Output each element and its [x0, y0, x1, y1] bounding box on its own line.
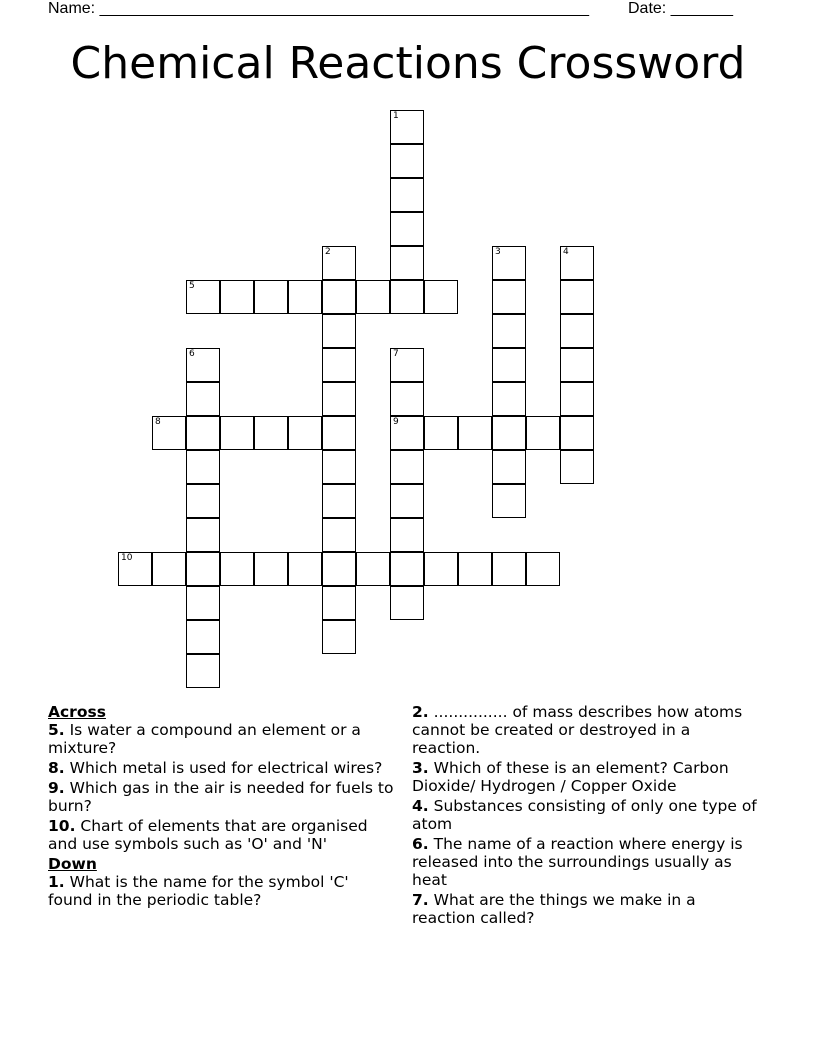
crossword-cell[interactable] — [390, 348, 424, 382]
clue-item — [412, 891, 762, 927]
crossword-cell[interactable] — [458, 552, 492, 586]
clues-left-column — [48, 703, 398, 911]
clue-number-label: 4 — [563, 247, 569, 257]
clue-number-label: 3 — [495, 247, 501, 257]
clue-number: 4. — [412, 797, 429, 815]
name-field-label: Name: _______________________________________________________ — [48, 0, 589, 17]
crossword-cell[interactable] — [560, 382, 594, 416]
clue-number: 6. — [412, 835, 429, 853]
crossword-cell[interactable] — [424, 552, 458, 586]
crossword-cell[interactable] — [390, 484, 424, 518]
crossword-cell[interactable] — [186, 416, 220, 450]
crossword-cell[interactable] — [492, 416, 526, 450]
crossword-cell[interactable] — [322, 280, 356, 314]
crossword-cell[interactable] — [186, 586, 220, 620]
crossword-cell[interactable] — [186, 382, 220, 416]
clues-right-column — [412, 703, 762, 929]
clue-item — [48, 779, 398, 815]
crossword-cell[interactable] — [322, 620, 356, 654]
clue-item — [412, 703, 762, 757]
crossword-cell[interactable] — [526, 416, 560, 450]
crossword-cell[interactable] — [560, 416, 594, 450]
crossword-cell[interactable] — [492, 348, 526, 382]
clue-number-label: 10 — [121, 553, 133, 563]
crossword-cell[interactable] — [322, 586, 356, 620]
clue-item — [48, 759, 398, 777]
crossword-cell[interactable] — [322, 314, 356, 348]
crossword-cell[interactable] — [288, 416, 322, 450]
crossword-cell[interactable] — [254, 280, 288, 314]
clue-text: What is the name for the symbol 'C' found in the periodic table? — [48, 873, 349, 909]
crossword-cell[interactable] — [458, 416, 492, 450]
page-title: Chemical Reactions Crossword — [70, 38, 746, 89]
crossword-cell[interactable] — [492, 382, 526, 416]
crossword-cell[interactable] — [492, 280, 526, 314]
clue-text: Chart of elements that are organised and use symbols such as 'O' and 'N' — [48, 817, 368, 853]
crossword-cell[interactable] — [322, 552, 356, 586]
crossword-cell[interactable] — [254, 552, 288, 586]
crossword-cell[interactable] — [322, 382, 356, 416]
crossword-cell[interactable] — [220, 552, 254, 586]
crossword-cell[interactable] — [492, 314, 526, 348]
crossword-cell[interactable] — [186, 484, 220, 518]
crossword-cell[interactable] — [390, 280, 424, 314]
clue-number-label: 9 — [393, 417, 399, 427]
clue-item — [48, 873, 398, 909]
crossword-cell[interactable] — [390, 382, 424, 416]
clue-number-label: 1 — [393, 111, 399, 121]
crossword-cell[interactable] — [288, 280, 322, 314]
crossword-cell[interactable] — [356, 280, 390, 314]
crossword-cell[interactable] — [560, 450, 594, 484]
clue-text: Which of these is an element? Carbon Dioxide/ Hydrogen / Copper Oxide — [412, 759, 729, 795]
crossword-cell[interactable] — [390, 586, 424, 620]
crossword-cell[interactable] — [322, 416, 356, 450]
clue-text: What are the things we make in a reaction called? — [412, 891, 696, 927]
clue-number: 1. — [48, 873, 65, 891]
clue-item — [412, 759, 762, 795]
across-clue-list — [48, 721, 398, 853]
down-clue-list — [48, 873, 398, 909]
crossword-cell[interactable] — [186, 620, 220, 654]
clue-text: The name of a reaction where energy is released into the surroundings usually as heat — [412, 835, 743, 889]
clue-text: Substances consisting of only one type of atom — [412, 797, 757, 833]
crossword-cell[interactable] — [322, 484, 356, 518]
crossword-cell[interactable] — [424, 280, 458, 314]
down-heading: Down — [48, 855, 97, 873]
crossword-cell[interactable] — [322, 348, 356, 382]
crossword-cell[interactable] — [254, 416, 288, 450]
crossword-cell[interactable] — [186, 348, 220, 382]
clue-number-label: 5 — [189, 281, 195, 291]
clue-number: 7. — [412, 891, 429, 909]
crossword-cell[interactable] — [492, 450, 526, 484]
clue-number: 2. — [412, 703, 429, 721]
crossword-cell[interactable] — [560, 314, 594, 348]
clue-text: Which gas in the air is needed for fuels to burn? — [48, 779, 394, 815]
crossword-cell[interactable] — [560, 246, 594, 280]
crossword-cell[interactable] — [560, 280, 594, 314]
down-clue-list-continued — [412, 703, 762, 927]
crossword-cell[interactable] — [322, 450, 356, 484]
crossword-cell[interactable] — [390, 450, 424, 484]
crossword-cell[interactable] — [390, 246, 424, 280]
clue-number: 8. — [48, 759, 65, 777]
crossword-cell[interactable] — [288, 552, 322, 586]
clue-number-label: 8 — [155, 417, 161, 427]
crossword-cell[interactable] — [390, 144, 424, 178]
crossword-cell[interactable] — [492, 246, 526, 280]
clue-item — [48, 721, 398, 757]
crossword-cell[interactable] — [492, 484, 526, 518]
clue-item — [48, 817, 398, 853]
clue-text: Which metal is used for electrical wires? — [64, 759, 383, 777]
across-heading: Across — [48, 703, 106, 721]
crossword-cell[interactable] — [560, 348, 594, 382]
crossword-cell[interactable] — [390, 212, 424, 246]
crossword-cell[interactable] — [492, 552, 526, 586]
clue-number-label: 7 — [393, 349, 399, 359]
crossword-cell[interactable] — [424, 416, 458, 450]
crossword-cell[interactable] — [220, 280, 254, 314]
crossword-cell[interactable] — [118, 552, 152, 586]
clue-number: 3. — [412, 759, 429, 777]
clue-number: 9. — [48, 779, 65, 797]
crossword-cell[interactable] — [356, 552, 390, 586]
crossword-cell[interactable] — [186, 654, 220, 688]
crossword-cell[interactable] — [390, 178, 424, 212]
clue-number: 5. — [48, 721, 65, 739]
clue-item — [412, 835, 762, 889]
clue-item — [412, 797, 762, 833]
clue-number-label: 6 — [189, 349, 195, 359]
crossword-cell[interactable] — [220, 416, 254, 450]
date-field-label: Date: _______ — [628, 0, 733, 17]
crossword-cell[interactable] — [322, 518, 356, 552]
crossword-cell[interactable] — [322, 246, 356, 280]
crossword-cell[interactable] — [186, 518, 220, 552]
crossword-cell[interactable] — [390, 416, 424, 450]
crossword-cell[interactable] — [186, 280, 220, 314]
crossword-cell[interactable] — [186, 552, 220, 586]
crossword-cell[interactable] — [152, 416, 186, 450]
crossword-cell[interactable] — [152, 552, 186, 586]
crossword-cell[interactable] — [390, 518, 424, 552]
clue-text: Is water a compound an element or a mixture? — [48, 721, 361, 757]
clue-number-label: 2 — [325, 247, 331, 257]
clue-text: ............... of mass describes how atoms cannot be created or destroyed in a reaction. — [412, 703, 743, 757]
crossword-cell[interactable] — [526, 552, 560, 586]
crossword-cell[interactable] — [186, 450, 220, 484]
crossword-cell[interactable] — [390, 552, 424, 586]
crossword-cell[interactable] — [390, 110, 424, 144]
clue-number: 10. — [48, 817, 76, 835]
